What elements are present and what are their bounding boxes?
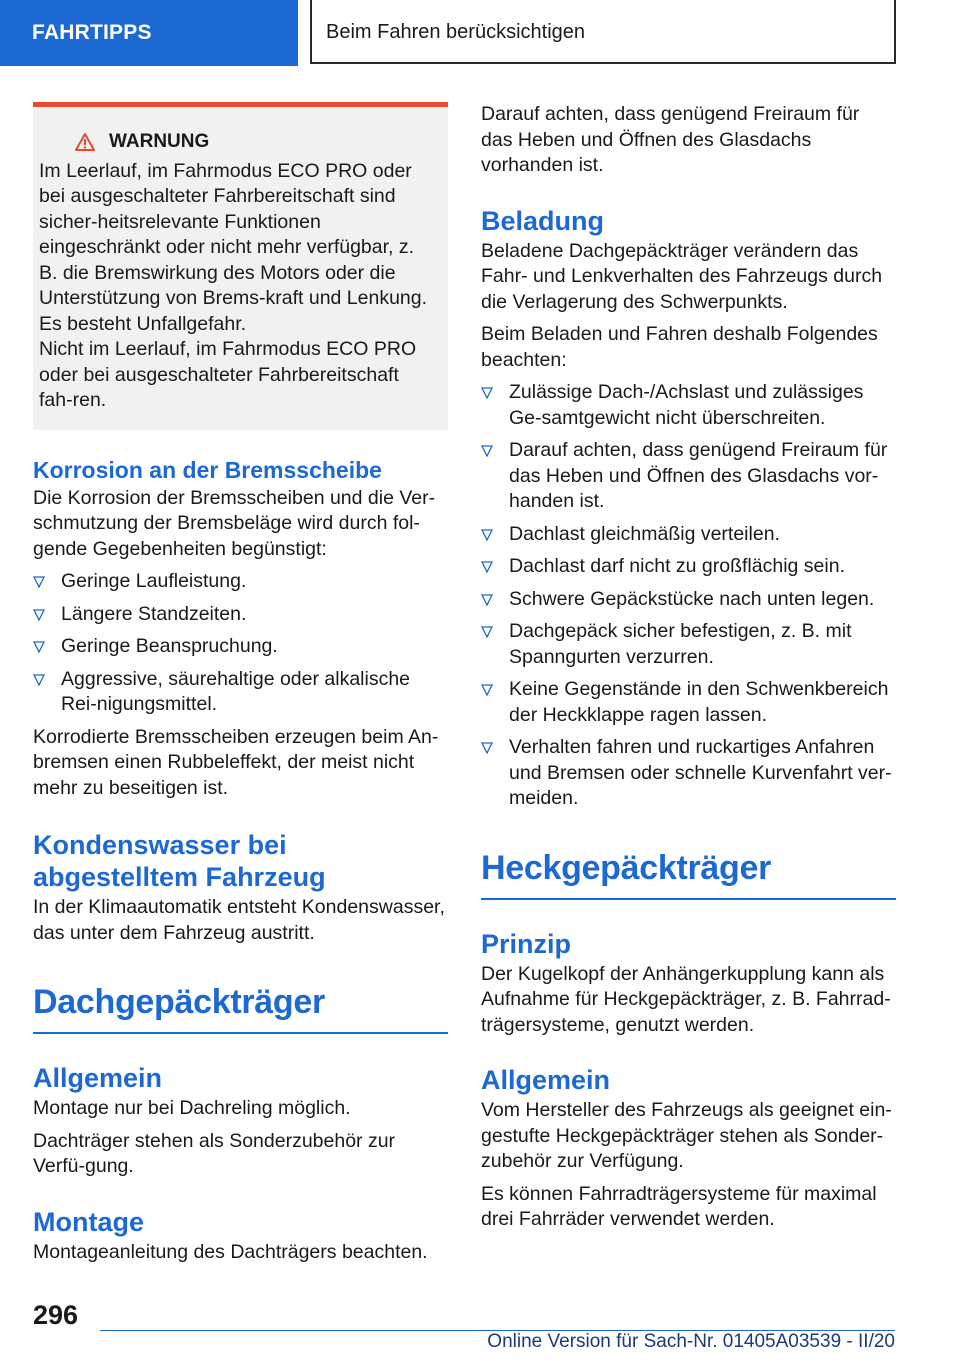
right-column bbox=[481, 102, 896, 1240]
triangle-bullet-icon bbox=[33, 641, 45, 653]
dach-allgemein-text-1: Montage nur bei Dachreling möglich. bbox=[33, 1097, 351, 1119]
prinzip-text: Der Kugelkopf der Anhängerkupplung kann als Aufnahme für Heckgepäckträger, z. B. Fahrrad-trägersysteme, genutzt werden. bbox=[481, 962, 891, 1036]
list-item: Schwere Gepäckstücke nach unten legen. bbox=[481, 587, 896, 613]
list-item: Keine Gegenstände in den Schwenkbereich der Heckklappe ragen lassen. bbox=[481, 677, 896, 728]
page-number: 296 bbox=[33, 1300, 79, 1330]
list-item: Darauf achten, dass genügend Freiraum für das Heben und Öffnen des Glasdachs vor-handen ist. bbox=[481, 438, 896, 515]
list-item: Geringe Laufleistung. bbox=[33, 569, 448, 595]
heading-beladung: Beladung bbox=[481, 205, 605, 236]
list-item: Geringe Beanspruchung. bbox=[33, 634, 448, 660]
warning-title bbox=[39, 129, 436, 155]
heck-allgemein-text-1: Vom Hersteller des Fahrzeugs als geeignet ein-gestufte Heckgepäckträger stehen als Sonder-zubehör zur Verfügung. bbox=[481, 1099, 892, 1172]
heading-dachgepaecktraeger: Dachgepäckträger bbox=[33, 980, 448, 1034]
montage-text-2: Darauf achten, dass genügend Freiraum für das Heben und Öffnen des Glasdachs vorhanden ist. bbox=[481, 103, 860, 176]
korrosion-list bbox=[33, 569, 448, 718]
triangle-bullet-icon bbox=[33, 609, 45, 621]
korrosion-outro: Korrodierte Bremsscheiben erzeugen beim An-bremsen einen Rubbeleffekt, der meist nicht mehr zu beseitigen ist. bbox=[33, 725, 439, 799]
list-item: Aggressive, säurehaltige oder alkalische Rei-nigungsmittel. bbox=[33, 667, 448, 718]
triangle-bullet-icon bbox=[481, 684, 493, 696]
warning-box bbox=[33, 102, 448, 430]
heading-heckgepaecktraeger: Heckgepäckträger bbox=[481, 846, 896, 900]
triangle-bullet-icon bbox=[481, 529, 493, 541]
triangle-bullet-icon bbox=[33, 674, 45, 686]
korrosion-intro: Die Korrosion der Bremsscheiben und die Ver-schmutzung der Bremsbeläge wird durch fol-gende Gegebenheiten begünstigt: bbox=[33, 486, 436, 560]
triangle-bullet-icon bbox=[481, 561, 493, 573]
page-header bbox=[0, 0, 960, 66]
heading-dach-allgemein: Allgemein bbox=[33, 1063, 163, 1093]
montage-text-1: Montageanleitung des Dachträgers beachten. bbox=[33, 1240, 428, 1263]
warning-instruction: Nicht im Leerlauf, im Fahrmodus ECO PRO oder bei ausgeschalteter Fahrbereitschaft fah-ren. bbox=[39, 338, 417, 411]
heading-korrosion: Korrosion an der Bremsscheibe bbox=[33, 456, 382, 483]
warning-triangle-icon bbox=[75, 133, 95, 151]
heading-prinzip: Prinzip bbox=[481, 928, 572, 959]
list-item: Dachlast darf nicht zu großflächig sein. bbox=[481, 554, 896, 580]
beladung-text-1: Beladene Dachgepäckträger verändern das Fahr- und Lenkverhalten des Fahrzeugs durch die Verlagerung des Schwerpunkts. bbox=[481, 239, 883, 313]
list-item: Zulässige Dach-/Achslast und zulässiges Ge-samtgewicht nicht überschreiten. bbox=[481, 380, 896, 431]
footer-text: Online Version für Sach-Nr. 01405A03539 - II/20 bbox=[487, 1331, 895, 1352]
topic-label: Beim Fahren berücksichtigen bbox=[310, 0, 896, 64]
beladung-list bbox=[481, 380, 896, 812]
warning-text: Im Leerlauf, im Fahrmodus ECO PRO oder bei ausgeschalteter Fahrbereitschaft sind sicher-heitsrelevante Funktionen eingeschränkt oder nicht mehr verfügbar, z. B. die Bremswirkung des Motors oder die Unterstützung von Brems-kraft und Lenkung. Es besteht Unfallgefahr. bbox=[39, 159, 428, 335]
triangle-bullet-icon bbox=[33, 576, 45, 588]
heading-montage: Montage bbox=[33, 1206, 144, 1237]
kondenswasser-text: In der Klimaautomatik entsteht Kondenswasser, das unter dem Fahrzeug austritt. bbox=[33, 896, 445, 944]
triangle-bullet-icon bbox=[481, 626, 493, 638]
list-item: Verhalten fahren und ruckartiges Anfahren und Bremsen oder schnelle Kurvenfahrt ver-meiden. bbox=[481, 735, 896, 812]
heck-allgemein-text-2: Es können Fahrradträgersysteme für maximal drei Fahrräder verwendet werden. bbox=[481, 1182, 877, 1230]
beladung-text-2: Beim Beladen und Fahren deshalb Folgendes beachten: bbox=[481, 323, 878, 371]
list-item: Dachgepäck sicher befestigen, z. B. mit Spanngurten verzurren. bbox=[481, 619, 896, 670]
dach-allgemein-text-2: Dachträger stehen als Sonderzubehör zur Verfü-gung. bbox=[33, 1129, 396, 1177]
left-column bbox=[33, 102, 448, 1272]
triangle-bullet-icon bbox=[481, 445, 493, 457]
triangle-bullet-icon bbox=[481, 594, 493, 606]
section-label: FAHRTIPPS bbox=[0, 0, 298, 66]
list-item: Dachlast gleichmäßig verteilen. bbox=[481, 522, 896, 548]
list-item: Längere Standzeiten. bbox=[33, 602, 448, 628]
triangle-bullet-icon bbox=[481, 387, 493, 399]
warning-title-text: WARNUNG bbox=[109, 131, 210, 152]
triangle-bullet-icon bbox=[481, 742, 493, 754]
heading-kondenswasser: Kondenswasser bei abgestelltem Fahrzeug bbox=[33, 830, 326, 892]
heading-heck-allgemein: Allgemein bbox=[481, 1065, 611, 1095]
